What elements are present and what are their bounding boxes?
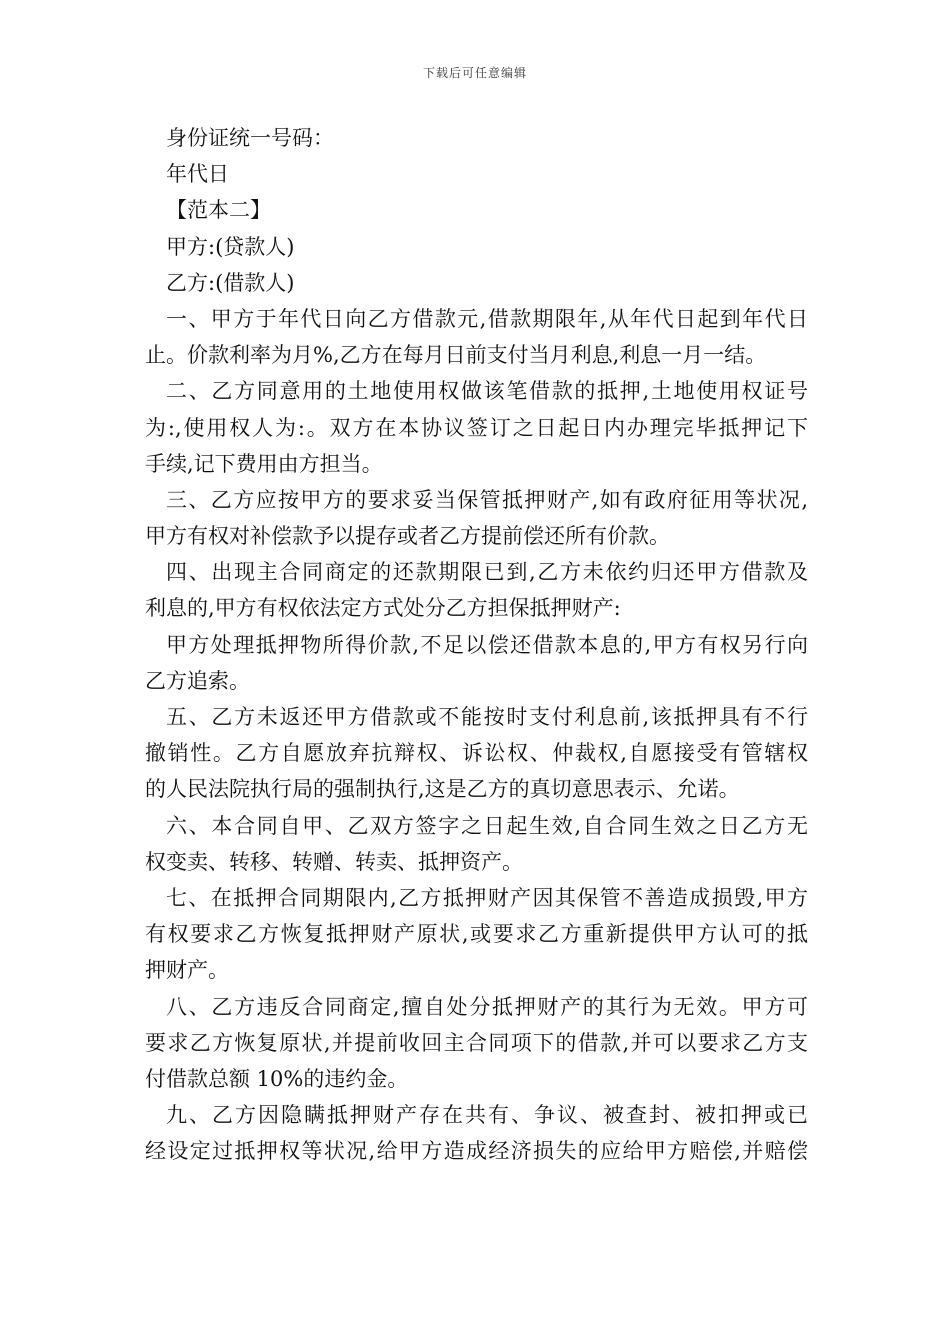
- document-line: 止。价款利率为月%,乙方在每月日前支付当月利息,利息一月一结。: [145, 343, 767, 368]
- document-line: 五、乙方未返还甲方借款或不能按时支付利息前,该抵押具有不行: [166, 705, 808, 729]
- document-line: 七、在抵押合同期限内,乙方抵押财产因其保管不善造成损毁,甲方: [166, 885, 808, 910]
- document-line: 撤销性。乙方自愿放弃抗辩权、诉讼权、仲裁权,自愿接受有管辖权: [145, 741, 808, 766]
- document-line: 身份证统一号码：: [166, 126, 334, 150]
- document-line: 有权要求乙方恢复抵押财产原状,或要求乙方重新提供甲方认可的抵: [145, 922, 808, 947]
- document-line: 付借款总额 10%的违约金。: [145, 1066, 409, 1091]
- document-line: 四、出现主合同商定的还款期限已到,乙方未依约归还甲方借款及: [166, 560, 808, 585]
- document-line: 押财产。: [145, 958, 229, 983]
- document-line: 甲方处理抵押物所得价款,不足以偿还借款本息的,甲方有权另行向: [166, 632, 808, 657]
- document-line: 乙方:(借款人): [166, 270, 295, 295]
- page-header-note: 下载后可任意编辑: [422, 66, 527, 80]
- document-line: 手续,记下费用由方担当。: [145, 451, 383, 476]
- document-line: 甲方有权对补偿款予以提存或者乙方提前偿还所有价款。: [145, 524, 670, 549]
- document-line: 经设定过抵押权等状况,给甲方造成经济损失的应给甲方赔偿,并赔偿: [145, 1139, 808, 1164]
- document-line: 乙方追索。: [145, 668, 250, 693]
- document-line: 二、乙方同意用的土地使用权做该笔借款的抵押,土地使用权证号: [166, 379, 808, 404]
- document-line: 利息的,甲方有权依法定方式处分乙方担保抵押财产:: [145, 596, 621, 621]
- document-line: 九、乙方因隐瞒抵押财产存在共有、争议、被查封、被扣押或已: [166, 1103, 808, 1128]
- document-line: 甲方:(贷款人): [166, 234, 295, 259]
- document-line: 权变卖、转移、转赠、转卖、抵押资产。: [145, 849, 523, 874]
- document-line: 一、甲方于年代日向乙方借款元,借款期限年,从年代日起到年代日: [166, 306, 808, 331]
- document-line: 【范本二】: [166, 198, 271, 223]
- document-line: 年代日: [166, 162, 229, 187]
- document-line: 为:,使用权人为:。双方在本协议签订之日起日内办理完毕抵押记下: [145, 415, 808, 440]
- document-line: 三、乙方应按甲方的要求妥当保管抵押财产,如有政府征用等状况,: [166, 487, 808, 512]
- document-body: [145, 120, 808, 1169]
- document-line: 要求乙方恢复原状,并提前收回主合同项下的借款,并可以要求乙方支: [145, 1030, 808, 1055]
- document-line: 的人民法院执行局的强制执行,这是乙方的真切意思表示、允诺。: [145, 777, 740, 802]
- document-line: 六、本合同自甲、乙双方签字之日起生效,自合同生效之日乙方无: [166, 813, 808, 838]
- document-line: 八、乙方违反合同商定,擅自处分抵押财产的其行为无效。甲方可: [166, 994, 808, 1019]
